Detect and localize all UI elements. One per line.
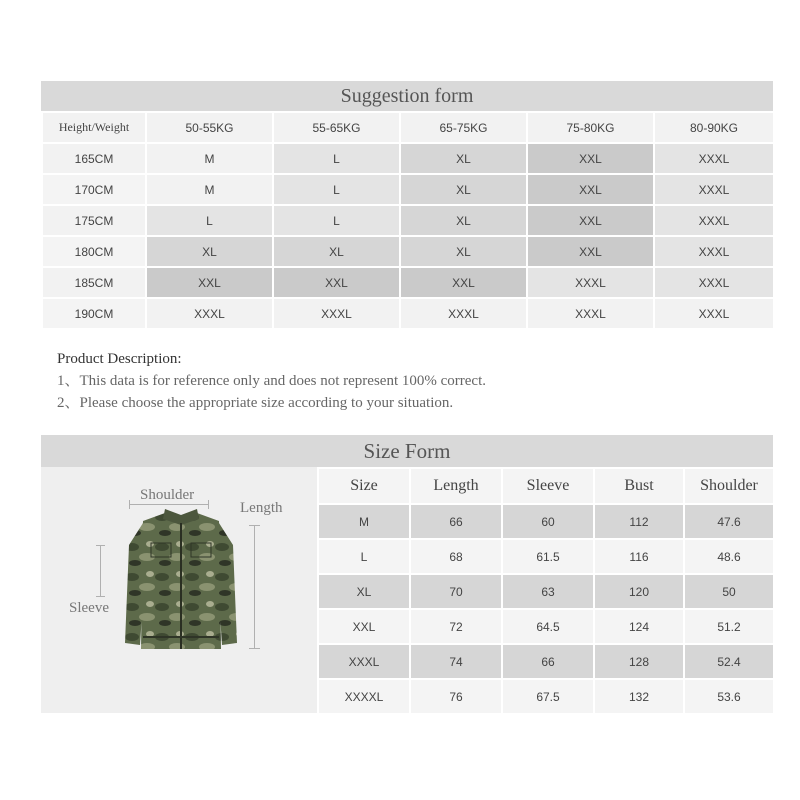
size-cell: XXL: [527, 143, 654, 174]
size-cell: XXL: [527, 174, 654, 205]
height-cell: 175CM: [42, 205, 146, 236]
size-row: [318, 679, 774, 714]
shoulder-column-header: Shoulder: [684, 468, 774, 504]
size-column-header: Size: [318, 468, 410, 504]
length-cell: 72: [410, 609, 502, 644]
shoulder-cell: 48.6: [684, 539, 774, 574]
size-cell: XL: [400, 143, 527, 174]
suggestion-row: [42, 236, 774, 267]
shoulder-cell: 50: [684, 574, 774, 609]
sleeve-cell: 63: [502, 574, 594, 609]
length-tick: [249, 648, 260, 649]
size-cell: XL: [400, 236, 527, 267]
description-line: 2、Please choose the appropriate size according to your situation.: [57, 395, 454, 411]
length-cell: 76: [410, 679, 502, 714]
sleeve-tick: [96, 596, 105, 597]
size-cell: XXXL: [400, 298, 527, 329]
size-row: [318, 574, 774, 609]
shoulder-dimension-line: [129, 504, 209, 505]
size-cell: XL: [318, 574, 410, 609]
shoulder-cell: 53.6: [684, 679, 774, 714]
bust-cell: 120: [594, 574, 684, 609]
shoulder-tick: [208, 500, 209, 509]
size-cell: XXXL: [527, 298, 654, 329]
size-cell: XXL: [400, 267, 527, 298]
weight-header: 55-65KG: [273, 112, 400, 143]
weight-header: 50-55KG: [146, 112, 273, 143]
size-row: [318, 609, 774, 644]
size-form-title: Size Form: [41, 435, 773, 467]
height-cell: 190CM: [42, 298, 146, 329]
sleeve-cell: 60: [502, 504, 594, 539]
size-cell: XXXL: [654, 174, 774, 205]
jacket-diagram: [41, 467, 317, 713]
size-cell: XXXL: [527, 267, 654, 298]
size-cell: XL: [400, 205, 527, 236]
height-cell: 165CM: [42, 143, 146, 174]
size-row: [318, 539, 774, 574]
size-cell: L: [146, 205, 273, 236]
jacket-image: [125, 509, 237, 651]
size-cell: XL: [400, 174, 527, 205]
suggestion-row: [42, 205, 774, 236]
size-cell: M: [318, 504, 410, 539]
weight-header: 65-75KG: [400, 112, 527, 143]
size-cell: XXL: [146, 267, 273, 298]
sleeve-tick: [96, 545, 105, 546]
suggestion-row: [42, 267, 774, 298]
length-column-header: Length: [410, 468, 502, 504]
bust-column-header: Bust: [594, 468, 684, 504]
weight-header: 75-80KG: [527, 112, 654, 143]
size-cell: XXXXL: [318, 679, 410, 714]
shoulder-cell: 52.4: [684, 644, 774, 679]
size-header-row: [318, 468, 774, 504]
size-cell: XXXL: [273, 298, 400, 329]
size-cell: XXXL: [146, 298, 273, 329]
length-cell: 70: [410, 574, 502, 609]
suggestion-table: [41, 111, 775, 330]
suggestion-row: [42, 174, 774, 205]
shoulder-cell: 51.2: [684, 609, 774, 644]
weight-header: 80-90KG: [654, 112, 774, 143]
sleeve-cell: 64.5: [502, 609, 594, 644]
height-cell: 185CM: [42, 267, 146, 298]
bust-cell: 112: [594, 504, 684, 539]
bust-cell: 132: [594, 679, 684, 714]
shoulder-label: Shoulder: [140, 487, 195, 503]
size-cell: L: [318, 539, 410, 574]
sleeve-column-header: Sleeve: [502, 468, 594, 504]
length-label: Length: [240, 500, 283, 516]
size-cell: XXXL: [654, 205, 774, 236]
size-cell: XL: [146, 236, 273, 267]
size-cell: XXXL: [654, 143, 774, 174]
length-cell: 74: [410, 644, 502, 679]
size-cell: XXL: [273, 267, 400, 298]
bust-cell: 116: [594, 539, 684, 574]
size-cell: XXXL: [318, 644, 410, 679]
size-cell: M: [146, 143, 273, 174]
height-cell: 180CM: [42, 236, 146, 267]
length-cell: 66: [410, 504, 502, 539]
size-cell: L: [273, 143, 400, 174]
suggestion-row: [42, 298, 774, 329]
size-table: [317, 467, 775, 715]
size-cell: XXL: [527, 205, 654, 236]
bust-cell: 128: [594, 644, 684, 679]
shoulder-tick: [129, 500, 130, 509]
size-cell: L: [273, 174, 400, 205]
sleeve-cell: 66: [502, 644, 594, 679]
product-description: [57, 348, 757, 414]
length-tick: [249, 525, 260, 526]
size-cell: XXXL: [654, 298, 774, 329]
sleeve-cell: 67.5: [502, 679, 594, 714]
size-cell: XXL: [527, 236, 654, 267]
size-cell: L: [273, 205, 400, 236]
size-row: [318, 644, 774, 679]
bust-cell: 124: [594, 609, 684, 644]
size-cell: XXXL: [654, 236, 774, 267]
length-dimension-line: [254, 525, 255, 649]
sleeve-label: Sleeve: [69, 600, 109, 616]
size-cell: XXXL: [654, 267, 774, 298]
height-cell: 170CM: [42, 174, 146, 205]
size-row: [318, 504, 774, 539]
suggestion-form-title: Suggestion form: [41, 81, 773, 111]
length-cell: 68: [410, 539, 502, 574]
description-line: 1、This data is for reference only and does not represent 100% correct.: [57, 373, 487, 389]
suggestion-header-row: [42, 112, 774, 143]
sleeve-cell: 61.5: [502, 539, 594, 574]
suggestion-row: [42, 143, 774, 174]
size-cell: XXL: [318, 609, 410, 644]
height-weight-header: Height/Weight: [42, 112, 146, 143]
size-cell: XL: [273, 236, 400, 267]
shoulder-cell: 47.6: [684, 504, 774, 539]
sleeve-dimension-line: [100, 545, 101, 597]
size-cell: M: [146, 174, 273, 205]
description-title: Product Description:: [57, 351, 182, 367]
